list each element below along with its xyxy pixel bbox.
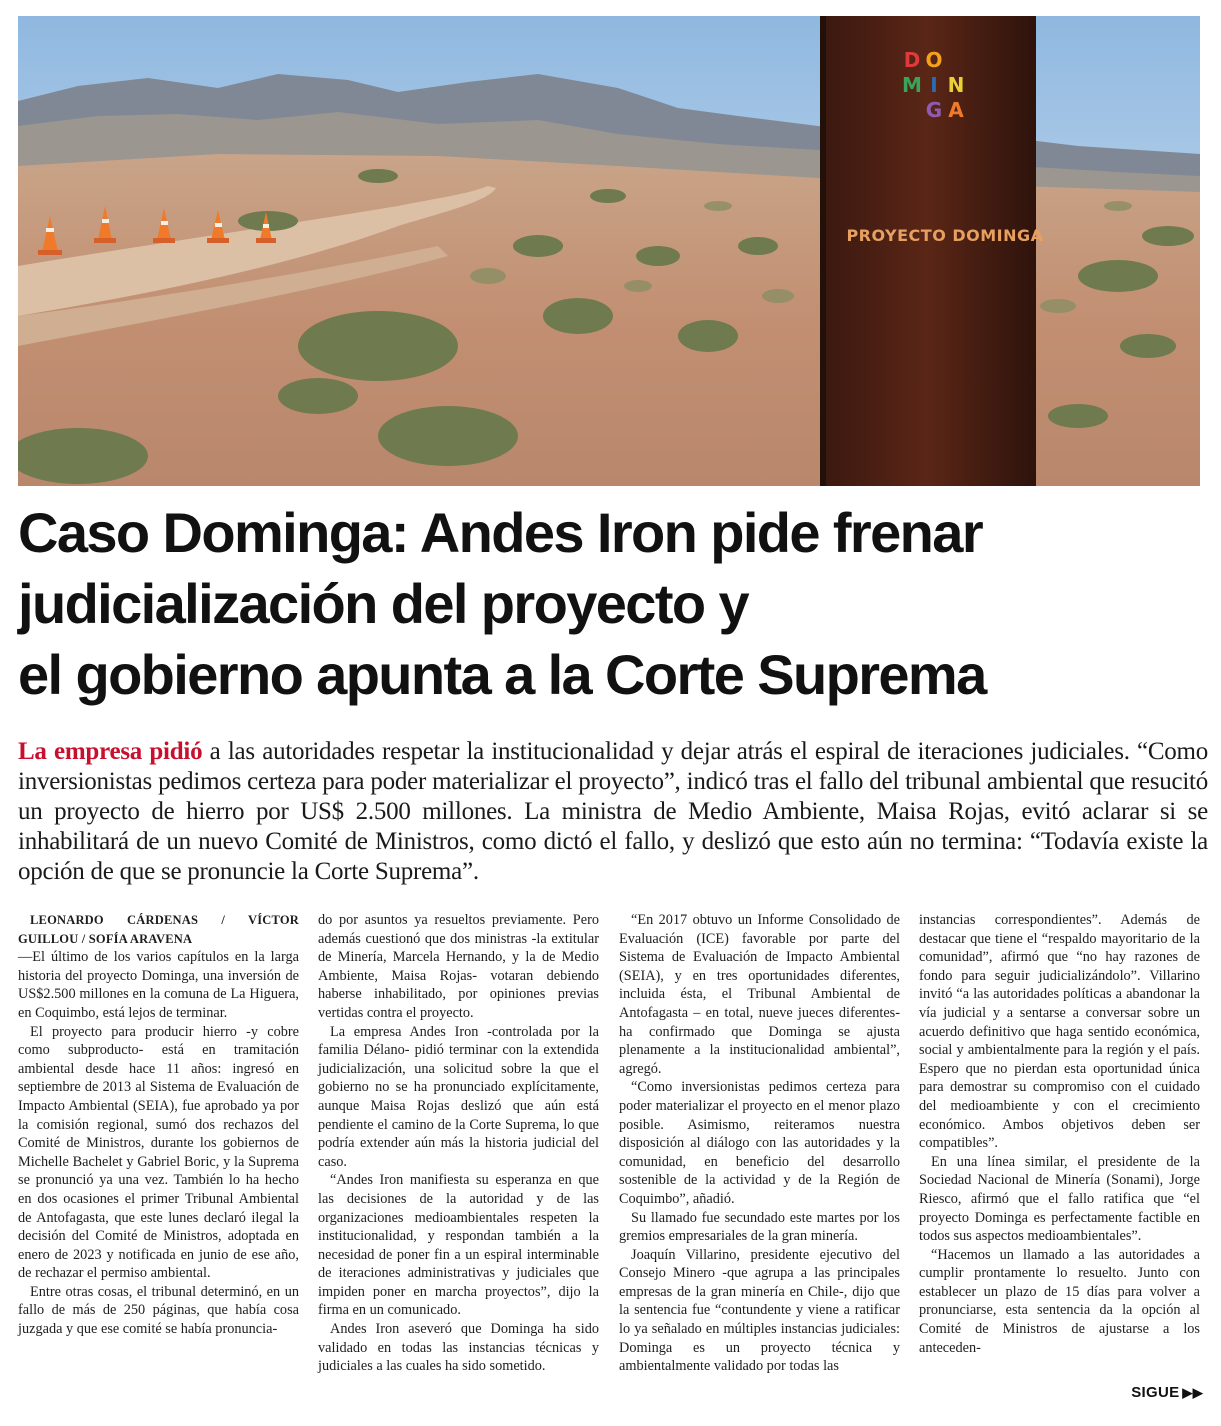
article-headline <box>18 497 1203 710</box>
body-column-3 <box>619 911 900 1376</box>
body-paragraph: Andes Iron aseveró que Dominga ha sido validado en todas las instancias técnicas y judiciales a las cuales ha sido sometido. <box>318 1321 599 1375</box>
article-body <box>18 911 1203 1375</box>
headline-line-1: Caso Dominga: Andes Iron pide frenar <box>18 501 983 564</box>
body-paragraph: En una línea similar, el presidente de la Sociedad Nacional de Minería (Sonami), Jorge Riesco, afirmó que el fallo ratifica que “el proyecto Dominga es perfectamente factible en todos sus aspectos medioambientales”. <box>919 1153 1200 1245</box>
body-paragraph: “En 2017 obtuvo un Informe Consolidado de Evaluación (ICE) favorable por parte del Sistema de Evaluación de Impacto Ambiental (SEIA), y en tres oportunidades diferentes, incluida ésta, el Tribunal Ambiental de Antofagasta – en total, nueve jueces diferentes- ha confirmado que Dominga se ajusta plenamente a la institucionalidad ambiental”, agregó. <box>619 912 900 1077</box>
body-paragraph: instancias correspondientes”. Además de destacar que tiene el “respaldo mayoritario de la comunidad”, afirmó que “no hay razones de fondo para seguir judicializándolo”. Villarino invitó “a las autoridades políticas a abandonar la vía judicial y a sentarse a conversar sobre un acuerdo definitivo que haga sentido económica, social y ambientalmente para la región y el país. Espero que no pierdan esta oportunidad única para demostrar su compromiso con el cuidado del medioambiente y con el crecimiento económico. Ambos objetivos deben ser compatibles”. <box>919 912 1200 1152</box>
deck-text: a las autoridades respetar la institucionalidad y dejar atrás el espiral de iteraciones judiciales. “Como inversionistas pedimos certeza para poder materializar el proyecto”, indicó tras el fallo del tribunal ambiental que resucitó un proyecto de hierro por US$ 2.500 millones. La ministra de Medio Ambiente, Maisa Rojas, evitó aclarar si se inhabilitará de un nuevo Comité de Ministros, como dictó el fallo, y deslizó que esto aún no termina: “Todavía existe la opción de que se pronuncie la Corte Suprema”. <box>18 738 1208 885</box>
logo-letter-d: D <box>903 48 921 72</box>
desert-landscape-image <box>18 16 1200 486</box>
logo-letter-o: O <box>925 48 943 72</box>
article-deck <box>18 737 1208 887</box>
byline: LEONARDO CÁRDENAS / VÍCTOR GUILLOU / SOFÍA ARAVENA <box>18 913 299 946</box>
body-paragraph: El proyecto para producir hierro -y cobre como subproducto- está en tramitación ambiental desde hace 11 años: ingresó en septiembre de 2013 al Sistema de Evaluación de Impacto Ambiental (SEIA), fue aprobado ya por la comisión regional, sumó dos rechazos del Comité de Ministros, durante los gobiernos de Michelle Bachelet y Gabriel Boric, y la Suprema se pronunció ya una vez. También lo ha hecho en dos ocasiones el primer Tribunal Ambiental de Antofagasta, que este lunes declaró ilegal la decisión del Comité de Ministros, adoptada en enero de 2023 y notificada en junio de ese año, de rechazar el permiso ambiental. <box>18 1023 299 1282</box>
body-paragraph: —El último de los varios capítulos en la larga historia del proyecto Dominga, una inversión de US$2.500 millones en la comuna de La Higuera, en Coquimbo, está lejos de terminar. <box>18 949 299 1021</box>
logo-letter-a: A <box>948 98 964 122</box>
body-paragraph: “Andes Iron manifiesta su esperanza en que las decisiones de la autoridad y de las organizaciones medioambientales respeten la institucionalidad, y respondan también a la necesidad de poner fin a un espiral interminable de iteraciones administrativas y judiciales que impiden poner en marcha proyectos”, dijo la firma en un comunicado. <box>318 1172 599 1319</box>
deck-lead: La empresa pidió <box>18 738 203 765</box>
continue-marker <box>1131 1384 1203 1401</box>
body-paragraph: Entre otras cosas, el tribunal determinó, en un fallo de más de 250 páginas, que había cosa juzgada y que ese comité se había pronuncia- <box>18 1283 299 1338</box>
dominga-logo <box>901 48 967 148</box>
body-paragraph: Su llamado fue secundado este martes por los gremios empresariales de la gran minería. <box>619 1209 900 1245</box>
body-paragraph: “Como inversionistas pedimos certeza para poder materializar el proyecto en el menor plazo posible. Asimismo, reiteramos nuestra disposición al diálogo con las autoridades y la comunidad, en beneficio del desarrollo sostenible de la actividad y de la Región de Coquimbo”, añadió. <box>619 1079 900 1207</box>
body-paragraph: do por asuntos ya resueltos previamente. Pero además cuestionó que dos ministras -la extitular de Minería, Marcela Hernando, y la de Medio Ambiente, Maisa Rojas- votaran debiendo haberse inhabilitado, por opiniones previas vertidas contra el proyecto. <box>318 912 599 1021</box>
body-paragraph: La empresa Andes Iron -controlada por la familia Délano- pidió terminar con la extendida judicialización, una solicitud sobre la que el gobierno no se ha pronunciado explícitamente, aunque Maisa Rojas deslizó que aún está pendiente el camino de la Corte Suprema, lo que podría extender aún más la historia judicial del caso. <box>318 1023 599 1170</box>
logo-letter-i: I <box>930 73 938 97</box>
headline-line-2: judicialización del proyecto y <box>18 572 748 635</box>
continue-arrows-icon: ▶▶ <box>1182 1385 1203 1400</box>
logo-letter-n: N <box>947 73 965 97</box>
body-column-4 <box>919 911 1200 1357</box>
logo-letter-m: M <box>902 73 922 97</box>
pillar-sign-text: PROYECTO DOMINGA <box>846 226 1044 245</box>
article-photo <box>18 16 1200 486</box>
headline-line-3: el gobierno apunta a la Corte Suprema <box>18 643 986 706</box>
body-paragraph: Joaquín Villarino, presidente ejecutivo del Consejo Minero -que agrupa a las principales empresas de la gran minería en Chile-, dijo que la sentencia fue “contundente y viene a ratificar lo ya señalado en múltiples instancias judiciales: Dominga es un proyecto técnica y ambientalmente validado por todas las <box>619 1246 900 1375</box>
continue-label: SIGUE <box>1131 1384 1180 1401</box>
logo-letter-g: G <box>925 98 943 122</box>
body-column-1 <box>18 911 299 1339</box>
body-column-2 <box>318 911 599 1376</box>
body-paragraph: “Hacemos un llamado a las autoridades a cumplir prontamente lo resuelto. Junto con establecer un plazo de 15 días para volver a pronunciarse, esta sentencia da la opción al Comité de Ministros de ajustarse a los anteceden- <box>919 1246 1200 1356</box>
